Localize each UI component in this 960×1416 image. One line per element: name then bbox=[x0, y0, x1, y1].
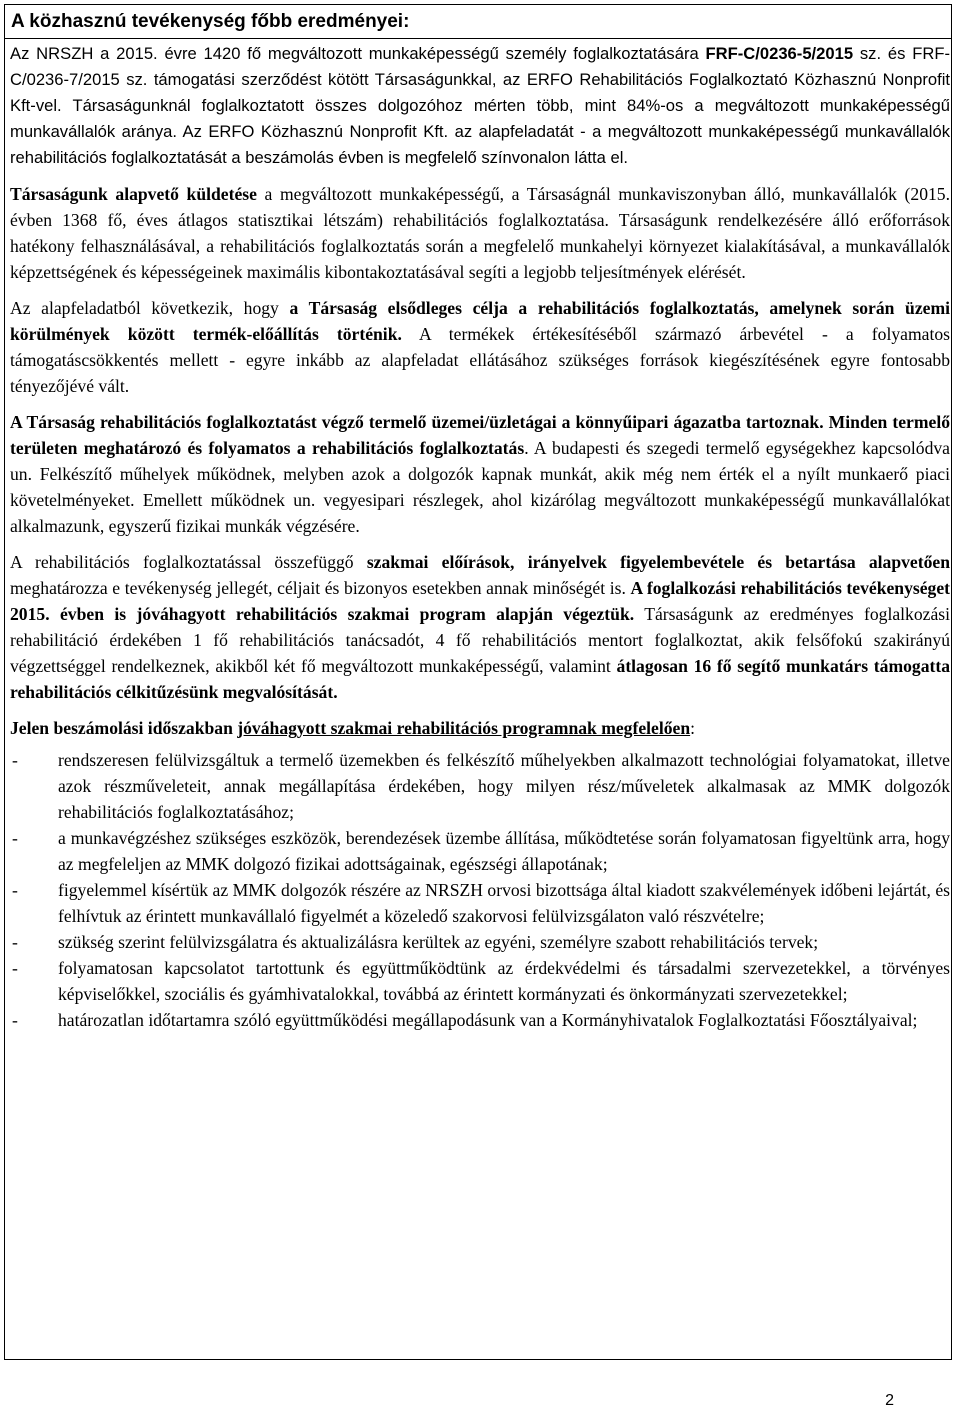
mission-heading: Társaságunk alapvető küldetése bbox=[10, 184, 257, 204]
contract-number-1: FRF-C/0236-5/2015 bbox=[705, 44, 854, 63]
p6-text-1: : bbox=[690, 718, 696, 738]
section-title: A közhasznú tevékenység főbb eredményei: bbox=[5, 5, 951, 39]
p5-text-2: meghatározza e tevékenység jellegét, céljait és bizonyos esetekben annak minőségét is. bbox=[10, 578, 631, 598]
list-dash: - bbox=[12, 958, 18, 978]
list-item bbox=[10, 929, 950, 955]
list-item-text: a munkavégzéshez szükséges eszközök, berendezések üzembe állítása, működtetése során folyamatosan figyeltünk arra, hogy az megfeleljen az MMK dolgozó fizikai adottságainak, egészségi állapotának; bbox=[58, 828, 950, 874]
contract-number-2: FRF-C/0236-7/2015 bbox=[10, 44, 950, 89]
paragraph-mission bbox=[10, 181, 950, 285]
list-dash: - bbox=[12, 750, 18, 770]
p2-text-1: a megváltozott munkaképességű, a Társaságnál munkaviszonyban álló, munkavállalók (2015. évben 1368 fő, éves átlagos statisztikai létszám) rehabilitációs foglalkoztatása. Társaságunk rendelkezésére álló erőforrások hatékony felhasználásával, a rehabilitációs foglalkoztatás során a megfelelő munkahelyi környezet kialakításával, a munkavállalók képzettségének és képességeinek maximális kibontakoztatásával segíti a legjobb teljesítmények elérését. bbox=[10, 184, 950, 282]
list-dash: - bbox=[12, 828, 18, 848]
list-item-text: figyelemmel kísértük az MMK dolgozók részére az NRSZH orvosi bizottsága által kiadott szakvélemények időbeni lejártát, és felhívtuk az érintett munkavállaló figyelmét a közeledő szakorvosi felülvizsgálaton való részvételre; bbox=[58, 880, 950, 926]
list-item-text: rendszeresen felülvizsgáltuk a termelő üzemekben és felkészítő műhelyekben alkalmazott technológiai folyamatokat, illetve azok részműveleteit, annak megállapítása érdekében, hogy milyen rész/műveletek alkalmasak az MMK dolgozók rehabilitációs foglalkoztatásához; bbox=[58, 750, 950, 822]
list-item bbox=[10, 955, 950, 1007]
units-bold: A Társaság rehabilitációs foglalkoztatást végző termelő üzemei/üzletágai a könnyűipari ágazatba tartoznak. Minden termelő területen meghatározó és folyamatos a rehabilitációs foglalkoztatás bbox=[10, 412, 950, 458]
p3-text-1: Az alapfeladatból következik, hogy bbox=[10, 298, 290, 318]
list-item bbox=[10, 1007, 950, 1033]
p1-text-2: sz. és bbox=[853, 44, 913, 63]
paragraph-professional-rules bbox=[10, 549, 950, 705]
list-item bbox=[10, 877, 950, 929]
p3-text-2: A termékek értékesítéséből származó árbevétel - a folyamatos támogatáscsökkentés mellett - egyre inkább az alapfeladat ellátásához szükséges források kiegészítésének egyre fontosabb tényezőjévé vált. bbox=[10, 324, 950, 396]
list-item-text: szükség szerint felülvizsgálatra és aktualizálásra kerültek az egyéni, személyre szabott rehabilitációs tervek; bbox=[58, 932, 819, 952]
paragraph-contract bbox=[10, 41, 950, 171]
p5-text-1: A rehabilitációs foglalkoztatással összefüggő bbox=[10, 552, 367, 572]
p6-bold-1: Jelen beszámolási időszakban bbox=[10, 718, 238, 738]
list-item-text: folyamatosan kapcsolatot tartottunk és együttműködtünk az érdekvédelmi és társadalmi szervezetekkel, a törvényes képviselőkkel, szociális és gyámhivatalokkal, továbbá az érintett kormányzati és önkormányzati szervezetekkel; bbox=[58, 958, 950, 1004]
p1-text-3: sz. támogatási szerződést kötött Társaságunkkal, az ERFO Rehabilitációs Foglalkoztató Közhasznú Nonprofit Kft-vel. Társaságunknál foglalkoztatott összes dolgozóhoz mérten több, mint 84%-os a megváltozott munkaképességű munkavállalók aránya. Az ERFO Közhasznú Nonprofit Kft. az alapfeladatát - a megváltozott munkaképességű munkavállalók rehabilitációs foglalkoztatását a beszámolás évben is megfelelő színvonalon látta el. bbox=[10, 70, 950, 167]
p5-text-3: Társaságunk az eredményes foglalkozási rehabilitáció érdekében 1 fő rehabilitációs tanácsadót, 4 fő rehabilitációs mentort foglalkoztat, akik felsőfokú szakirányú végzettséggel rendelkeznek, akikből két fő megváltozott munkaképességű, valamint bbox=[10, 604, 951, 676]
document-body bbox=[10, 41, 950, 1033]
p6-bold-underlined: jóváhagyott szakmai rehabilitációs programnak megfelelően bbox=[237, 718, 691, 738]
paragraph-units bbox=[10, 409, 950, 539]
list-item-text: határozatlan időtartamra szóló együttműködési megállapodásunk van a Kormányhivatalok Foglalkoztatási Főosztályaival; bbox=[58, 1010, 918, 1030]
list-item bbox=[10, 825, 950, 877]
list-dash: - bbox=[12, 932, 18, 952]
p5-bold-3: átlagosan 16 fő segítő munkatárs támogatta rehabilitációs célkitűzésünk megvalósítását. bbox=[10, 656, 951, 702]
p5-bold-1: szakmai előírások, irányelvek figyelembevétele és betartása alapvetően bbox=[366, 552, 950, 572]
p5-bold-2: A foglalkozási rehabilitációs tevékenységet 2015. évben is jóváhagyott rehabilitációs szakmai program alapján végeztük. bbox=[10, 578, 950, 624]
primary-goal-bold: a Társaság elsődleges célja a rehabilitációs foglalkoztatás, amelynek során üzemi körülmények között termék-előállítás történik. bbox=[10, 298, 950, 344]
p1-text-1: Az NRSZH a 2015. évre 1420 fő megváltozott munkaképességű személy foglalkoztatására bbox=[10, 44, 706, 63]
page-number: 2 bbox=[885, 1392, 894, 1409]
paragraph-program-intro bbox=[10, 715, 950, 741]
p4-text-1: . A budapesti és szegedi termelő egységekhez kapcsolódva un. Felkészítő műhelyek működnek, melyben azok a dolgozók kapnak munkát, akik még nem érték el a nyílt munkaerő piaci követelményeket. Emellett működnek un. vegyesipari részlegek, ahol kizárólag megváltozott munkaképességű munkavállalókat alkalmazunk, egyszerű fizikai munkák végzésére. bbox=[10, 438, 950, 536]
activity-list bbox=[10, 747, 950, 1033]
list-item bbox=[10, 747, 950, 825]
paragraph-primary-goal bbox=[10, 295, 950, 399]
list-dash: - bbox=[12, 880, 18, 900]
list-dash: - bbox=[12, 1010, 18, 1030]
